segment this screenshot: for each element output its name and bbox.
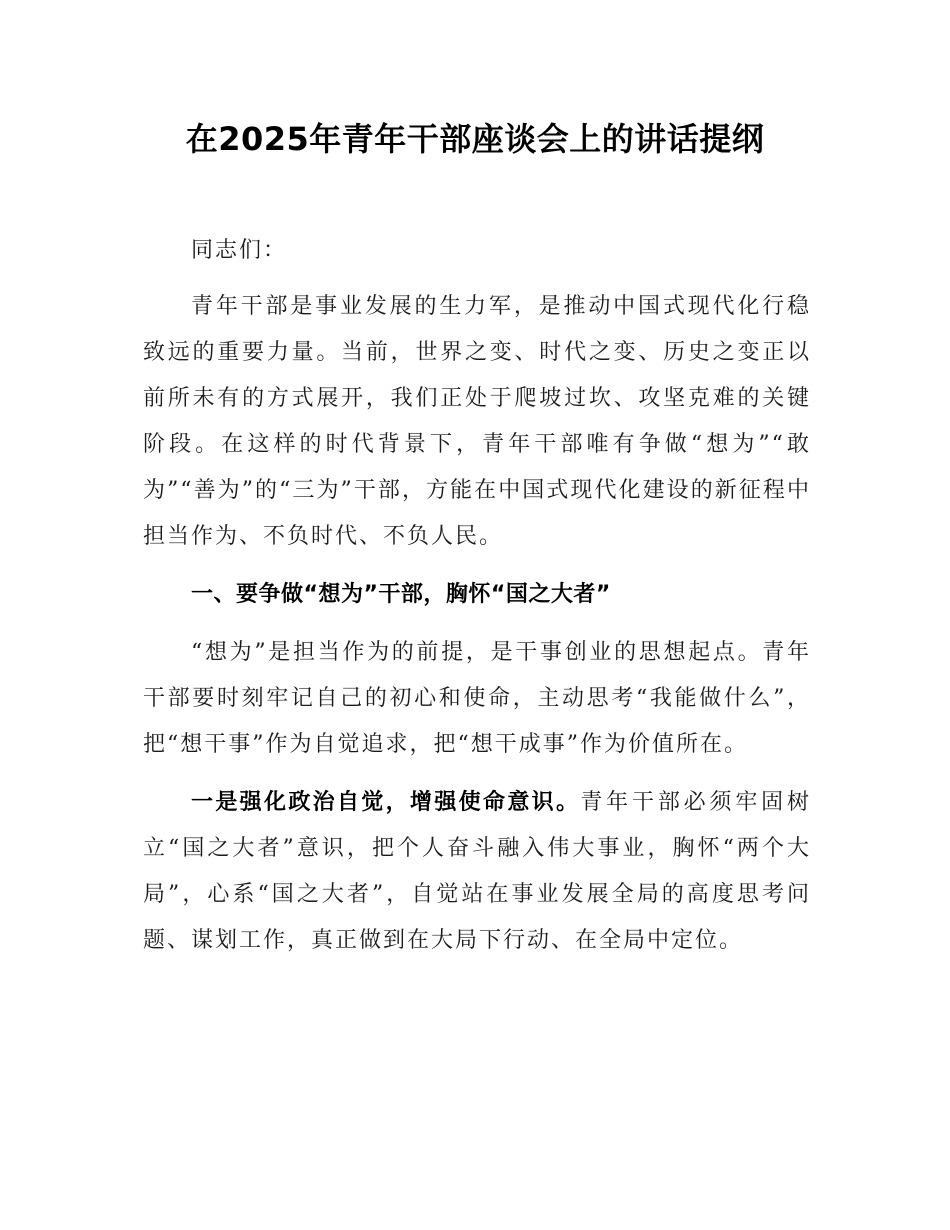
point-lead-1: 一是强化政治自觉，增强使命意识。 [191,790,581,815]
document-body [143,228,811,964]
salutation: 同志们： [191,238,288,263]
document-title: 在2025年青年干部座谈会上的讲话提纲 [185,120,765,158]
section-heading-1: 一、要争做“想为”干部，胸怀“国之大者” [191,582,611,607]
point-body-1: 青年干部必须牢固树立“国之大者”意识，把个人奋斗融入伟大事业，胸怀“两个大局”，心系“国之大者”，自觉站在事业发展全局的高度思考问题、谋划工作，真正做到在大局下行动、在全局中定位。 [143,790,811,953]
point-paragraph-1 [143,780,811,964]
intro-paragraph: 青年干部是事业发展的生力军，是推动中国式现代化行稳致远的重要力量。当前，世界之变、时代之变、历史之变正以前所未有的方式展开，我们正处于爬坡过坎、攻坚克难的关键阶段。在这样的时代背景下，青年干部唯有争做“想为”“敢为”“善为”的“三为”干部，方能在中国式现代化建设的新征程中担当作为、不负时代、不负人民。 [143,294,811,549]
section-paragraph-1: “想为”是担当作为的前提，是干事创业的思想起点。青年干部要时刻牢记自己的初心和使命，主动思考“我能做什么”，把“想干事”作为自觉追求，把“想干成事”作为价值所在。 [143,640,811,757]
